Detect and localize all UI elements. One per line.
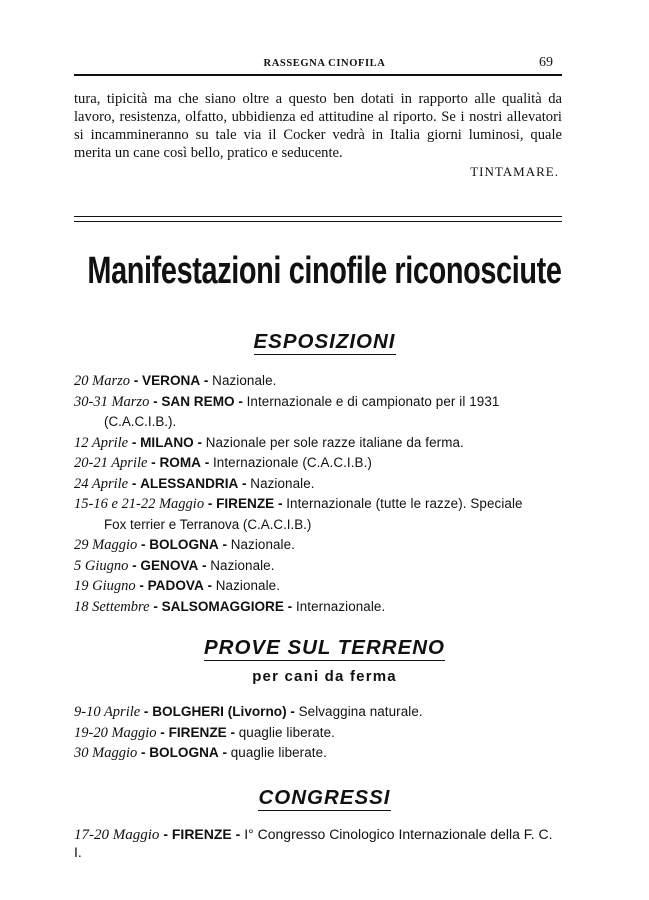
esposizioni-date: 5 Giugno bbox=[74, 557, 129, 574]
prove-separator: - bbox=[290, 704, 295, 719]
main-title: Manifestazioni cinofile riconosciute bbox=[87, 250, 562, 292]
esposizioni-separator: - bbox=[203, 373, 209, 388]
heading-congressi bbox=[0, 786, 649, 810]
congress-sep-2: - bbox=[235, 826, 241, 842]
esposizioni-separator: - bbox=[153, 393, 158, 409]
esposizioni-description: Nazionale. bbox=[250, 475, 315, 491]
congress-date: 17-20 Maggio bbox=[74, 827, 160, 843]
esposizioni-entry bbox=[74, 474, 564, 495]
heading-esposizioni bbox=[0, 330, 649, 354]
esposizioni-separator: - bbox=[204, 455, 210, 470]
esposizioni-city: ROMA bbox=[159, 455, 201, 470]
prove-entry bbox=[74, 702, 564, 723]
esposizioni-description: Nazionale. bbox=[230, 537, 295, 552]
heading-prove-text: PROVE SUL TERRENO bbox=[203, 636, 446, 659]
esposizioni-separator: - bbox=[202, 557, 207, 573]
esposizioni-separator: - bbox=[139, 578, 144, 593]
running-title: RASSEGNA CINOFILA bbox=[263, 58, 386, 69]
esposizioni-date: 20-21 Aprile bbox=[74, 455, 148, 471]
prove-city: BOLOGNA bbox=[149, 745, 219, 760]
esposizioni-description: Internazionale. bbox=[295, 598, 386, 614]
esposizioni-city: SAN REMO bbox=[161, 393, 235, 409]
heading-prove bbox=[0, 636, 649, 660]
esposizioni-separator: - bbox=[222, 537, 227, 552]
esposizioni-separator: - bbox=[132, 557, 137, 573]
esposizioni-separator: - bbox=[238, 393, 243, 409]
prove-separator: - bbox=[222, 745, 227, 760]
esposizioni-date: 12 Aprile bbox=[74, 434, 129, 451]
prove-date: 19-20 Maggio bbox=[74, 724, 157, 741]
esposizioni-entry bbox=[74, 453, 564, 474]
congress-city: FIRENZE bbox=[171, 826, 232, 842]
esposizioni-date: 20 Marzo bbox=[74, 373, 130, 389]
prove-city: BOLGHERI (Livorno) bbox=[152, 704, 287, 719]
prove-list bbox=[74, 702, 564, 764]
esposizioni-separator: - bbox=[287, 598, 293, 614]
esposizioni-separator: - bbox=[197, 434, 202, 450]
esposizioni-description: Nazionale. bbox=[215, 578, 281, 593]
esposizioni-city: PADOVA bbox=[147, 578, 204, 593]
esposizioni-city: MILANO bbox=[140, 434, 194, 450]
esposizioni-entry bbox=[74, 535, 564, 556]
prove-city: FIRENZE bbox=[168, 724, 227, 740]
esposizioni-separator: - bbox=[153, 598, 158, 614]
esposizioni-city: VERONA bbox=[142, 373, 201, 388]
prove-separator: - bbox=[230, 724, 235, 740]
prove-separator: - bbox=[140, 745, 146, 760]
esposizioni-separator: - bbox=[131, 434, 137, 450]
prove-separator: - bbox=[143, 704, 149, 719]
esposizioni-city: SALSOMAGGIORE bbox=[161, 598, 284, 614]
esposizioni-description: Internazionale (C.A.C.I.B.) bbox=[212, 455, 372, 470]
esposizioni-entry bbox=[74, 371, 564, 392]
esposizioni-city: ALESSANDRIA bbox=[140, 475, 239, 491]
esposizioni-separator: - bbox=[151, 455, 156, 470]
page-number: 69 bbox=[539, 55, 553, 70]
prove-description: quaglie liberate. bbox=[230, 745, 327, 760]
prove-entry bbox=[74, 723, 564, 744]
article-paragraph: tura, tipicità ma che siano oltre a questo ben dotati in rapporto alle qualità da lavoro, resistenza, olfatto, ubbidienza ed attitudine al riporto. Se i nostri allevatori si incammineranno su tale via il Cocker vedrà in Italia giorni luminosi, quale merita un cane così bello, pratico e seducente. bbox=[74, 91, 562, 161]
esposizioni-city: FIRENZE bbox=[216, 496, 275, 511]
esposizioni-separator: - bbox=[207, 496, 213, 511]
esposizioni-continuation: Fox terrier e Terranova (C.A.C.I.B.) bbox=[104, 516, 312, 532]
prove-date: 30 Maggio bbox=[74, 745, 138, 761]
esposizioni-date: 19 Giugno bbox=[74, 578, 136, 594]
esposizioni-continuation: (C.A.C.I.B.). bbox=[104, 414, 177, 429]
congress-desc: I° Congresso Cinologico Internazionale della F. C. I. bbox=[74, 826, 553, 860]
esposizioni-date: 30-31 Marzo bbox=[74, 393, 150, 410]
esposizioni-description: Internazionale (tutte le razze). Speciale bbox=[286, 496, 523, 511]
esposizioni-separator: - bbox=[131, 475, 137, 491]
esposizioni-entry bbox=[74, 392, 564, 433]
prove-entry bbox=[74, 743, 564, 764]
esposizioni-separator: - bbox=[133, 373, 139, 388]
esposizioni-date: 29 Maggio bbox=[74, 537, 138, 553]
author-signature: TINTAMARE. bbox=[470, 164, 559, 179]
heading-congressi-text: CONGRESSI bbox=[258, 786, 391, 809]
subheading-cani-da-ferma: per cani da ferma bbox=[252, 668, 397, 685]
congress-sep-1: - bbox=[163, 826, 168, 842]
prove-description: Selvaggina naturale. bbox=[298, 704, 423, 719]
esposizioni-entry bbox=[74, 556, 564, 577]
esposizioni-entry bbox=[74, 576, 564, 597]
prove-separator: - bbox=[160, 724, 165, 740]
esposizioni-entry bbox=[74, 494, 564, 535]
esposizioni-description: Internazionale e di campionato per il 1931 bbox=[246, 393, 500, 409]
esposizioni-description: Nazionale. bbox=[212, 373, 277, 388]
esposizioni-list bbox=[74, 371, 564, 617]
esposizioni-description: Nazionale per sole razze italiane da ferma. bbox=[205, 434, 464, 450]
congress-entry bbox=[74, 826, 564, 860]
esposizioni-separator: - bbox=[277, 496, 283, 511]
esposizioni-separator: - bbox=[242, 475, 247, 491]
header-rule bbox=[74, 74, 562, 76]
heading-esposizioni-text: ESPOSIZIONI bbox=[253, 330, 396, 353]
prove-date: 9-10 Aprile bbox=[74, 704, 141, 720]
esposizioni-description: Nazionale. bbox=[210, 557, 275, 573]
esposizioni-date: 15-16 e 21-22 Maggio bbox=[74, 496, 205, 512]
prove-description: quaglie liberate. bbox=[238, 724, 335, 740]
esposizioni-separator: - bbox=[207, 578, 213, 593]
esposizioni-entry bbox=[74, 433, 564, 454]
esposizioni-date: 24 Aprile bbox=[74, 475, 129, 492]
esposizioni-separator: - bbox=[140, 537, 146, 552]
section-divider bbox=[74, 216, 562, 222]
esposizioni-city: BOLOGNA bbox=[149, 537, 219, 552]
esposizioni-entry bbox=[74, 597, 564, 618]
esposizioni-city: GENOVA bbox=[140, 557, 199, 573]
esposizioni-date: 18 Settembre bbox=[74, 598, 150, 615]
